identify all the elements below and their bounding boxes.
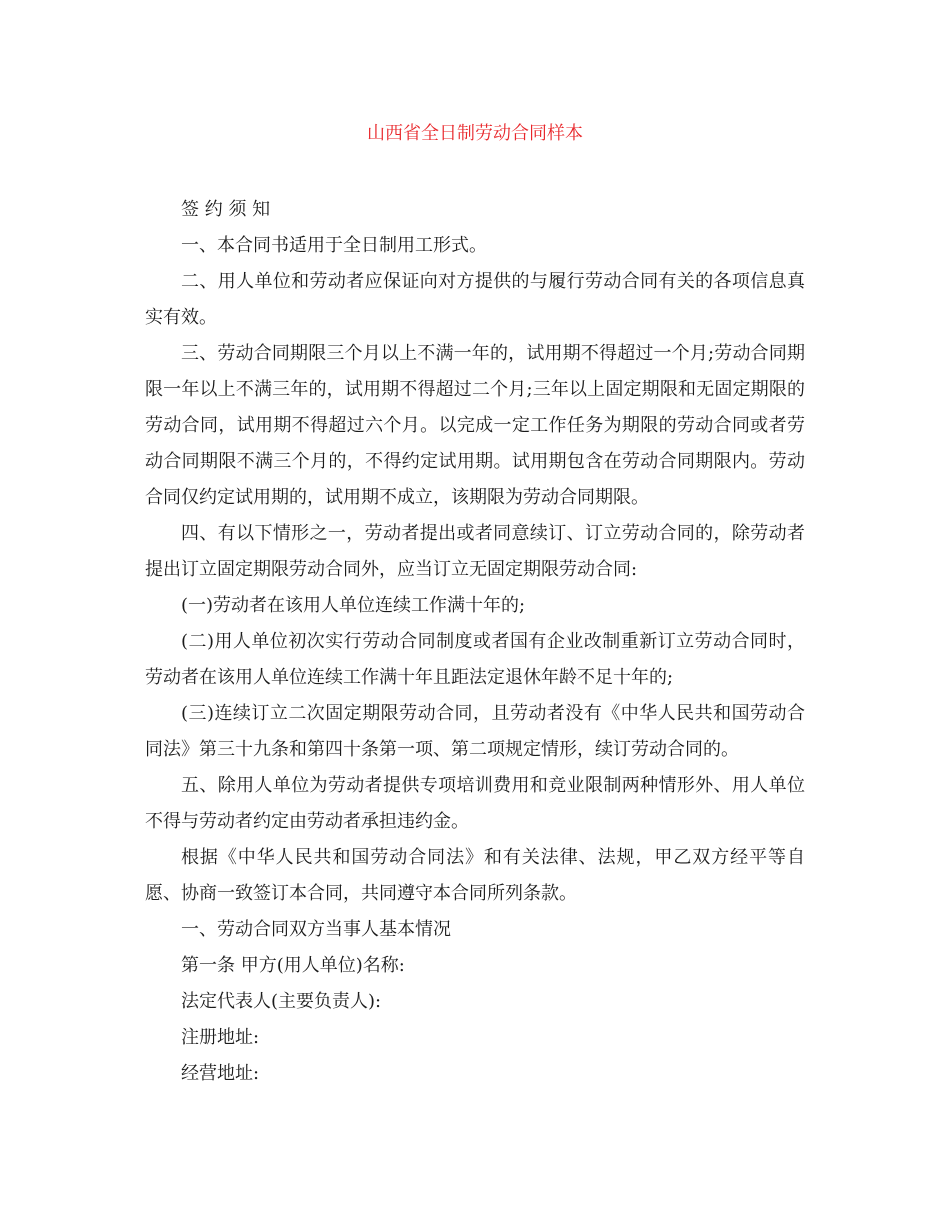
paragraph-notice-1: 一、本合同书适用于全日制用工形式。 [181,235,487,256]
document-title: 山西省全日制劳动合同样本 [367,123,583,144]
field-employer-name: 第一条 甲方(用人单位)名称: [181,955,405,976]
paragraph-signing-notice: 签 约 须 知 [181,199,271,220]
paragraph-notice-4-item-1: (一)劳动者在该用人单位连续工作满十年的; [181,595,526,616]
paragraph-notice-4-item-2: (二)用人单位初次实行劳动合同制度或者国有企业改制重新订立劳动合同时，劳动者在该用人单位连续工作满十年且距法定退休年龄不足十年的; [145,631,805,688]
paragraph-notice-3: 三、劳动合同期限三个月以上不满一年的，试用期不得超过一个月;劳动合同期限一年以上不满三年的，试用期不得超过二个月;三年以上固定期限和无固定期限的劳动合同，试用期不得超过六个月。以完成一定工作任务为期限的劳动合同或者劳动合同期限不满三个月的，不得约定试用期。试用期包含在劳动合同期限内。劳动合同仅约定试用期的，试用期不成立，该期限为劳动合同期限。 [145,343,805,508]
paragraph-notice-2: 二、用人单位和劳动者应保证向对方提供的与履行劳动合同有关的各项信息真实有效。 [145,271,805,328]
paragraph-notice-5: 五、除用人单位为劳动者提供专项培训费用和竞业限制两种情形外、用人单位不得与劳动者约定由劳动者承担违约金。 [145,775,805,832]
field-business-address: 经营地址: [181,1063,260,1084]
field-legal-representative: 法定代表人(主要负责人): [181,991,382,1012]
section-heading-parties: 一、劳动合同双方当事人基本情况 [181,919,451,940]
field-registered-address: 注册地址: [181,1027,260,1048]
paragraph-notice-4-item-3: (三)连续订立二次固定期限劳动合同，且劳动者没有《中华人民共和国劳动合同法》第三十九条和第四十条第一项、第二项规定情形，续订劳动合同的。 [145,703,805,760]
document-body [145,192,805,1092]
paragraph-notice-4: 四、有以下情形之一，劳动者提出或者同意续订、订立劳动合同的，除劳动者提出订立固定期限劳动合同外，应当订立无固定期限劳动合同: [145,523,805,580]
paragraph-preamble: 根据《中华人民共和国劳动合同法》和有关法律、法规，甲乙双方经平等自愿、协商一致签订本合同，共同遵守本合同所列条款。 [145,847,805,904]
